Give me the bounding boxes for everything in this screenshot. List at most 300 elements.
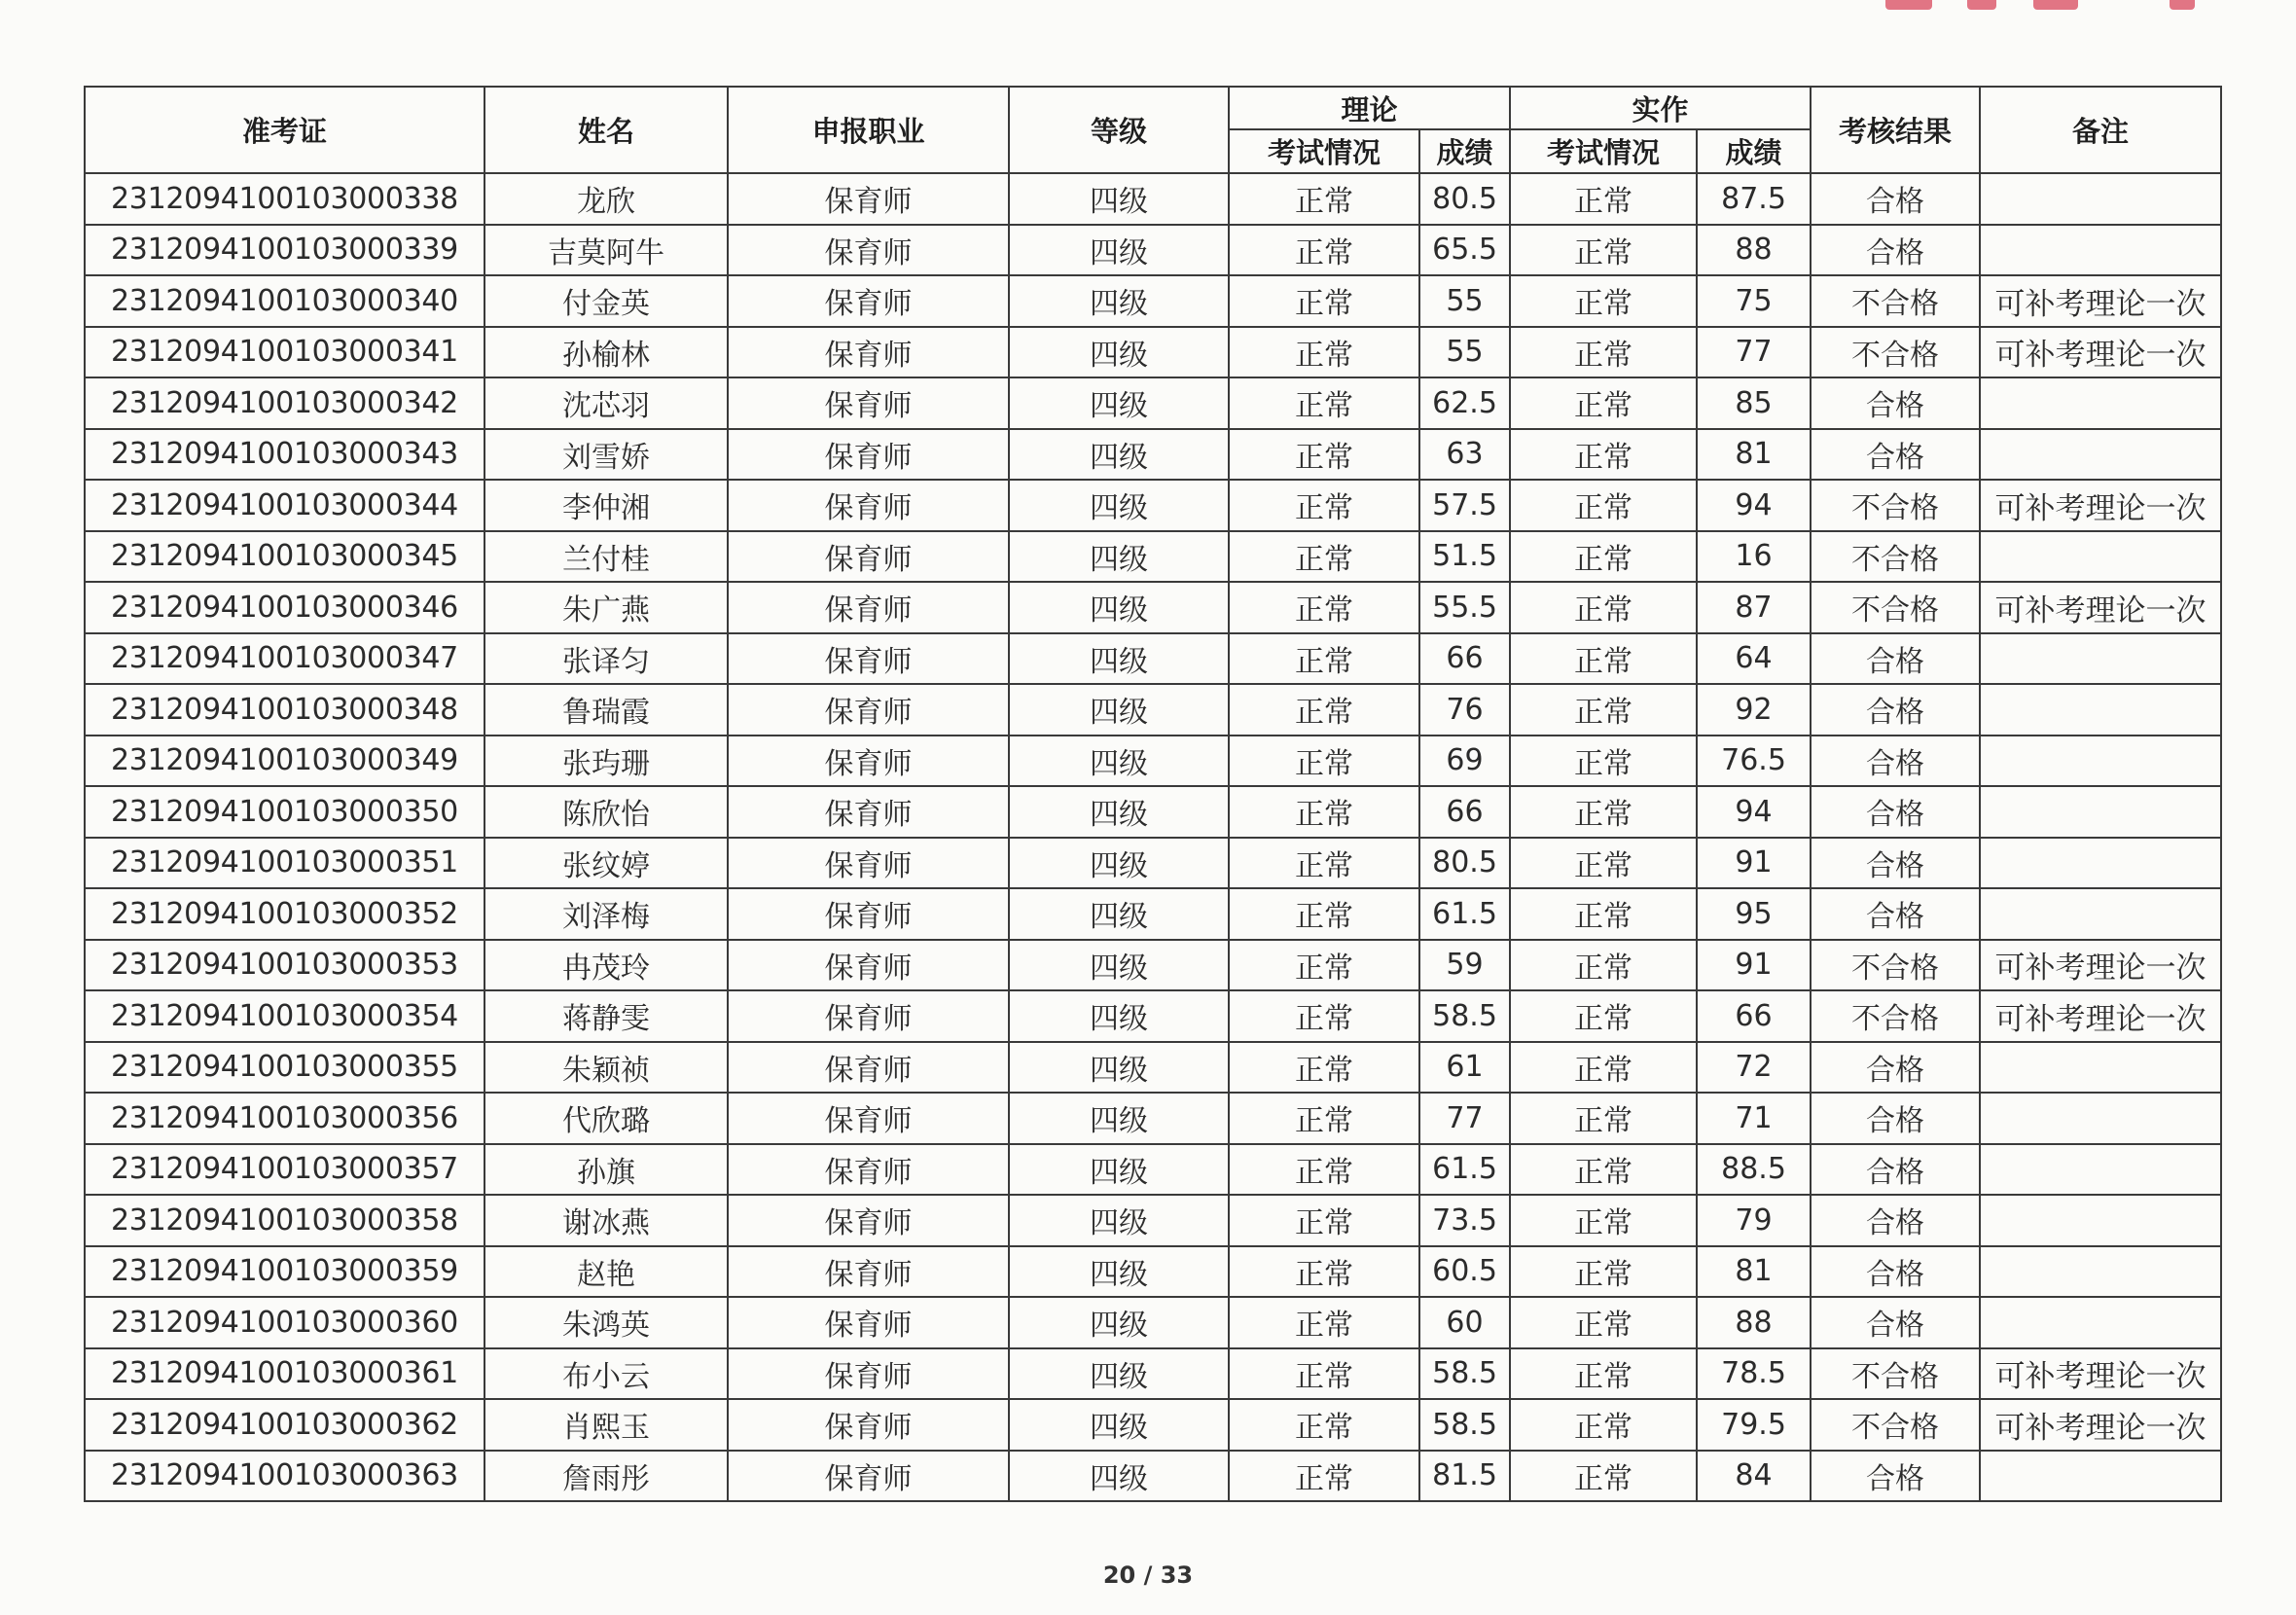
occupation-cell: 保育师 — [728, 684, 1009, 736]
level-cell: 四级 — [1009, 736, 1229, 787]
name-cell: 詹雨彤 — [484, 1451, 728, 1502]
theory-status-cell: 正常 — [1229, 1042, 1419, 1094]
theory-score-cell: 66 — [1419, 786, 1510, 838]
name-cell: 代欣璐 — [484, 1093, 728, 1144]
practice-status-cell: 正常 — [1510, 275, 1697, 327]
remarks-cell — [1980, 736, 2221, 787]
name-cell: 陈欣怡 — [484, 786, 728, 838]
table-row — [85, 582, 2221, 633]
practice-score-cell: 64 — [1697, 633, 1811, 685]
practice-score-cell: 88 — [1697, 225, 1811, 276]
theory-score-cell: 60.5 — [1419, 1246, 1510, 1298]
remarks-cell — [1980, 838, 2221, 889]
admission-no-cell: 2312094100103000342 — [85, 377, 484, 429]
exam-results-table — [84, 86, 2222, 1502]
table-row — [85, 838, 2221, 889]
theory-score-cell: 60 — [1419, 1297, 1510, 1348]
practice-score-cell: 81 — [1697, 429, 1811, 481]
header-practice-score: 成绩 — [1697, 129, 1811, 173]
theory-status-cell: 正常 — [1229, 736, 1419, 787]
theory-score-cell: 61.5 — [1419, 1144, 1510, 1196]
remarks-cell — [1980, 429, 2221, 481]
theory-score-cell: 76 — [1419, 684, 1510, 736]
practice-score-cell: 75 — [1697, 275, 1811, 327]
practice-status-cell: 正常 — [1510, 582, 1697, 633]
result-cell: 合格 — [1811, 1297, 1980, 1348]
theory-status-cell: 正常 — [1229, 940, 1419, 991]
theory-score-cell: 63 — [1419, 429, 1510, 481]
admission-no-cell: 2312094100103000362 — [85, 1399, 484, 1451]
theory-score-cell: 73.5 — [1419, 1195, 1510, 1246]
theory-status-cell: 正常 — [1229, 684, 1419, 736]
result-cell: 合格 — [1811, 1042, 1980, 1094]
name-cell: 蒋静雯 — [484, 990, 728, 1042]
name-cell: 付金英 — [484, 275, 728, 327]
level-cell: 四级 — [1009, 225, 1229, 276]
result-cell: 不合格 — [1811, 582, 1980, 633]
admission-no-cell: 2312094100103000361 — [85, 1348, 484, 1400]
practice-score-cell: 88.5 — [1697, 1144, 1811, 1196]
name-cell: 龙欣 — [484, 173, 728, 225]
theory-status-cell: 正常 — [1229, 429, 1419, 481]
admission-no-cell: 2312094100103000360 — [85, 1297, 484, 1348]
admission-no-cell: 2312094100103000357 — [85, 1144, 484, 1196]
practice-status-cell: 正常 — [1510, 888, 1697, 940]
name-cell: 兰付桂 — [484, 531, 728, 583]
practice-status-cell: 正常 — [1510, 480, 1697, 531]
admission-no-cell: 2312094100103000341 — [85, 327, 484, 378]
theory-status-cell: 正常 — [1229, 786, 1419, 838]
table-row — [85, 1348, 2221, 1400]
theory-score-cell: 61.5 — [1419, 888, 1510, 940]
occupation-cell: 保育师 — [728, 1195, 1009, 1246]
level-cell: 四级 — [1009, 1195, 1229, 1246]
practice-score-cell: 71 — [1697, 1093, 1811, 1144]
page-number: 20 / 33 — [1102, 1561, 1194, 1589]
remarks-cell: 可补考理论一次 — [1980, 275, 2221, 327]
admission-no-cell: 2312094100103000350 — [85, 786, 484, 838]
admission-no-cell: 2312094100103000352 — [85, 888, 484, 940]
theory-score-cell: 77 — [1419, 1093, 1510, 1144]
practice-score-cell: 79 — [1697, 1195, 1811, 1246]
theory-score-cell: 80.5 — [1419, 173, 1510, 225]
admission-no-cell: 2312094100103000343 — [85, 429, 484, 481]
header-practice-status: 考试情况 — [1510, 129, 1697, 173]
level-cell: 四级 — [1009, 1093, 1229, 1144]
theory-status-cell: 正常 — [1229, 225, 1419, 276]
result-cell: 不合格 — [1811, 990, 1980, 1042]
practice-score-cell: 94 — [1697, 786, 1811, 838]
practice-score-cell: 84 — [1697, 1451, 1811, 1502]
level-cell: 四级 — [1009, 582, 1229, 633]
remarks-cell — [1980, 531, 2221, 583]
table-row — [85, 1042, 2221, 1094]
name-cell: 朱鸿英 — [484, 1297, 728, 1348]
level-cell: 四级 — [1009, 173, 1229, 225]
table-row — [85, 480, 2221, 531]
name-cell: 朱颖祯 — [484, 1042, 728, 1094]
table-row — [85, 888, 2221, 940]
practice-score-cell: 72 — [1697, 1042, 1811, 1094]
name-cell: 张译匀 — [484, 633, 728, 685]
red-seal-fragment — [1878, 0, 2208, 14]
table-row — [85, 633, 2221, 685]
name-cell: 刘泽梅 — [484, 888, 728, 940]
level-cell: 四级 — [1009, 1297, 1229, 1348]
theory-score-cell: 58.5 — [1419, 990, 1510, 1042]
remarks-cell: 可补考理论一次 — [1980, 990, 2221, 1042]
occupation-cell: 保育师 — [728, 1399, 1009, 1451]
header-result: 考核结果 — [1811, 87, 1980, 173]
table-row — [85, 377, 2221, 429]
remarks-cell: 可补考理论一次 — [1980, 327, 2221, 378]
practice-status-cell: 正常 — [1510, 531, 1697, 583]
admission-no-cell: 2312094100103000363 — [85, 1451, 484, 1502]
occupation-cell: 保育师 — [728, 531, 1009, 583]
occupation-cell: 保育师 — [728, 1144, 1009, 1196]
table-header — [85, 87, 2221, 173]
name-cell: 孙旗 — [484, 1144, 728, 1196]
theory-score-cell: 66 — [1419, 633, 1510, 685]
result-cell: 合格 — [1811, 377, 1980, 429]
header-name: 姓名 — [484, 87, 728, 173]
result-cell: 不合格 — [1811, 1399, 1980, 1451]
admission-no-cell: 2312094100103000358 — [85, 1195, 484, 1246]
admission-no-cell: 2312094100103000356 — [85, 1093, 484, 1144]
name-cell: 刘雪娇 — [484, 429, 728, 481]
table-row — [85, 1451, 2221, 1502]
theory-status-cell: 正常 — [1229, 838, 1419, 889]
header-level: 等级 — [1009, 87, 1229, 173]
remarks-cell — [1980, 1451, 2221, 1502]
occupation-cell: 保育师 — [728, 1451, 1009, 1502]
theory-status-cell: 正常 — [1229, 633, 1419, 685]
level-cell: 四级 — [1009, 888, 1229, 940]
level-cell: 四级 — [1009, 633, 1229, 685]
admission-no-cell: 2312094100103000340 — [85, 275, 484, 327]
admission-no-cell: 2312094100103000345 — [85, 531, 484, 583]
occupation-cell: 保育师 — [728, 327, 1009, 378]
remarks-cell — [1980, 1246, 2221, 1298]
practice-status-cell: 正常 — [1510, 684, 1697, 736]
practice-status-cell: 正常 — [1510, 1451, 1697, 1502]
remarks-cell: 可补考理论一次 — [1980, 1399, 2221, 1451]
name-cell: 肖熙玉 — [484, 1399, 728, 1451]
occupation-cell: 保育师 — [728, 736, 1009, 787]
remarks-cell: 可补考理论一次 — [1980, 940, 2221, 991]
practice-status-cell: 正常 — [1510, 736, 1697, 787]
level-cell: 四级 — [1009, 377, 1229, 429]
practice-status-cell: 正常 — [1510, 990, 1697, 1042]
practice-score-cell: 94 — [1697, 480, 1811, 531]
theory-status-cell: 正常 — [1229, 1399, 1419, 1451]
practice-status-cell: 正常 — [1510, 838, 1697, 889]
occupation-cell: 保育师 — [728, 377, 1009, 429]
practice-status-cell: 正常 — [1510, 1042, 1697, 1094]
table-row — [85, 684, 2221, 736]
theory-status-cell: 正常 — [1229, 480, 1419, 531]
practice-status-cell: 正常 — [1510, 429, 1697, 481]
remarks-cell — [1980, 1297, 2221, 1348]
admission-no-cell: 2312094100103000355 — [85, 1042, 484, 1094]
remarks-cell: 可补考理论一次 — [1980, 480, 2221, 531]
result-cell: 合格 — [1811, 684, 1980, 736]
remarks-cell — [1980, 888, 2221, 940]
admission-no-cell: 2312094100103000347 — [85, 633, 484, 685]
level-cell: 四级 — [1009, 838, 1229, 889]
result-cell: 合格 — [1811, 736, 1980, 787]
level-cell: 四级 — [1009, 275, 1229, 327]
admission-no-cell: 2312094100103000344 — [85, 480, 484, 531]
practice-status-cell: 正常 — [1510, 1195, 1697, 1246]
practice-score-cell: 88 — [1697, 1297, 1811, 1348]
result-cell: 合格 — [1811, 888, 1980, 940]
remarks-cell — [1980, 786, 2221, 838]
practice-score-cell: 76.5 — [1697, 736, 1811, 787]
remarks-cell: 可补考理论一次 — [1980, 582, 2221, 633]
result-cell: 不合格 — [1811, 531, 1980, 583]
occupation-cell: 保育师 — [728, 990, 1009, 1042]
practice-status-cell: 正常 — [1510, 1144, 1697, 1196]
theory-status-cell: 正常 — [1229, 888, 1419, 940]
name-cell: 张玙珊 — [484, 736, 728, 787]
practice-score-cell: 66 — [1697, 990, 1811, 1042]
theory-score-cell: 55.5 — [1419, 582, 1510, 633]
theory-score-cell: 55 — [1419, 327, 1510, 378]
level-cell: 四级 — [1009, 1451, 1229, 1502]
occupation-cell: 保育师 — [728, 1348, 1009, 1400]
admission-no-cell: 2312094100103000359 — [85, 1246, 484, 1298]
occupation-cell: 保育师 — [728, 838, 1009, 889]
practice-score-cell: 79.5 — [1697, 1399, 1811, 1451]
practice-score-cell: 92 — [1697, 684, 1811, 736]
theory-score-cell: 57.5 — [1419, 480, 1510, 531]
table-row — [85, 1399, 2221, 1451]
theory-score-cell: 69 — [1419, 736, 1510, 787]
header-theory-status: 考试情况 — [1229, 129, 1419, 173]
result-cell: 合格 — [1811, 1451, 1980, 1502]
theory-score-cell: 80.5 — [1419, 838, 1510, 889]
practice-status-cell: 正常 — [1510, 1297, 1697, 1348]
table-row — [85, 531, 2221, 583]
practice-score-cell: 91 — [1697, 940, 1811, 991]
occupation-cell: 保育师 — [728, 225, 1009, 276]
theory-score-cell: 81.5 — [1419, 1451, 1510, 1502]
name-cell: 朱广燕 — [484, 582, 728, 633]
name-cell: 张纹婷 — [484, 838, 728, 889]
result-cell: 不合格 — [1811, 275, 1980, 327]
practice-status-cell: 正常 — [1510, 225, 1697, 276]
name-cell: 谢冰燕 — [484, 1195, 728, 1246]
table-row — [85, 1144, 2221, 1196]
table-row — [85, 327, 2221, 378]
level-cell: 四级 — [1009, 1042, 1229, 1094]
occupation-cell: 保育师 — [728, 1297, 1009, 1348]
remarks-cell — [1980, 1042, 2221, 1094]
level-cell: 四级 — [1009, 1348, 1229, 1400]
theory-score-cell: 58.5 — [1419, 1348, 1510, 1400]
practice-status-cell: 正常 — [1510, 377, 1697, 429]
occupation-cell: 保育师 — [728, 940, 1009, 991]
header-practice: 实作 — [1510, 87, 1811, 129]
level-cell: 四级 — [1009, 429, 1229, 481]
theory-status-cell: 正常 — [1229, 531, 1419, 583]
theory-score-cell: 61 — [1419, 1042, 1510, 1094]
result-cell: 合格 — [1811, 225, 1980, 276]
table-row — [85, 1297, 2221, 1348]
theory-status-cell: 正常 — [1229, 990, 1419, 1042]
theory-score-cell: 51.5 — [1419, 531, 1510, 583]
admission-no-cell: 2312094100103000339 — [85, 225, 484, 276]
remarks-cell — [1980, 1144, 2221, 1196]
table-row — [85, 736, 2221, 787]
table-body — [85, 173, 2221, 1501]
level-cell: 四级 — [1009, 1246, 1229, 1298]
result-cell: 合格 — [1811, 786, 1980, 838]
header-occupation: 申报职业 — [728, 87, 1009, 173]
practice-score-cell: 87 — [1697, 582, 1811, 633]
theory-status-cell: 正常 — [1229, 1093, 1419, 1144]
admission-no-cell: 2312094100103000351 — [85, 838, 484, 889]
occupation-cell: 保育师 — [728, 1093, 1009, 1144]
level-cell: 四级 — [1009, 531, 1229, 583]
result-cell: 合格 — [1811, 173, 1980, 225]
practice-score-cell: 77 — [1697, 327, 1811, 378]
occupation-cell: 保育师 — [728, 429, 1009, 481]
table-row — [85, 940, 2221, 991]
table-row — [85, 1246, 2221, 1298]
occupation-cell: 保育师 — [728, 1246, 1009, 1298]
result-cell: 合格 — [1811, 1093, 1980, 1144]
practice-score-cell: 81 — [1697, 1246, 1811, 1298]
practice-score-cell: 16 — [1697, 531, 1811, 583]
theory-status-cell: 正常 — [1229, 275, 1419, 327]
level-cell: 四级 — [1009, 327, 1229, 378]
table-row — [85, 1195, 2221, 1246]
admission-no-cell: 2312094100103000338 — [85, 173, 484, 225]
result-cell: 不合格 — [1811, 327, 1980, 378]
result-cell: 合格 — [1811, 838, 1980, 889]
admission-no-cell: 2312094100103000346 — [85, 582, 484, 633]
practice-status-cell: 正常 — [1510, 327, 1697, 378]
theory-status-cell: 正常 — [1229, 1451, 1419, 1502]
table-row — [85, 786, 2221, 838]
occupation-cell: 保育师 — [728, 582, 1009, 633]
admission-no-cell: 2312094100103000349 — [85, 736, 484, 787]
theory-status-cell: 正常 — [1229, 1297, 1419, 1348]
remarks-cell — [1980, 684, 2221, 736]
theory-status-cell: 正常 — [1229, 1195, 1419, 1246]
table-row — [85, 225, 2221, 276]
occupation-cell: 保育师 — [728, 173, 1009, 225]
remarks-cell — [1980, 225, 2221, 276]
name-cell: 李仲湘 — [484, 480, 728, 531]
level-cell: 四级 — [1009, 990, 1229, 1042]
result-cell: 不合格 — [1811, 940, 1980, 991]
name-cell: 布小云 — [484, 1348, 728, 1400]
name-cell: 沈芯羽 — [484, 377, 728, 429]
practice-score-cell: 95 — [1697, 888, 1811, 940]
result-cell: 不合格 — [1811, 1348, 1980, 1400]
name-cell: 鲁瑞霞 — [484, 684, 728, 736]
theory-score-cell: 58.5 — [1419, 1399, 1510, 1451]
remarks-cell — [1980, 1195, 2221, 1246]
remarks-cell — [1980, 377, 2221, 429]
name-cell: 孙榆林 — [484, 327, 728, 378]
level-cell: 四级 — [1009, 480, 1229, 531]
practice-status-cell: 正常 — [1510, 1246, 1697, 1298]
practice-status-cell: 正常 — [1510, 173, 1697, 225]
occupation-cell: 保育师 — [728, 888, 1009, 940]
table-row — [85, 1093, 2221, 1144]
remarks-cell — [1980, 1093, 2221, 1144]
admission-no-cell: 2312094100103000354 — [85, 990, 484, 1042]
remarks-cell: 可补考理论一次 — [1980, 1348, 2221, 1400]
table-row — [85, 173, 2221, 225]
theory-status-cell: 正常 — [1229, 1348, 1419, 1400]
practice-status-cell: 正常 — [1510, 1348, 1697, 1400]
practice-score-cell: 91 — [1697, 838, 1811, 889]
occupation-cell: 保育师 — [728, 480, 1009, 531]
level-cell: 四级 — [1009, 786, 1229, 838]
occupation-cell: 保育师 — [728, 633, 1009, 685]
practice-score-cell: 85 — [1697, 377, 1811, 429]
theory-score-cell: 62.5 — [1419, 377, 1510, 429]
name-cell: 赵艳 — [484, 1246, 728, 1298]
table-row — [85, 990, 2221, 1042]
level-cell: 四级 — [1009, 1399, 1229, 1451]
practice-score-cell: 87.5 — [1697, 173, 1811, 225]
theory-status-cell: 正常 — [1229, 377, 1419, 429]
theory-score-cell: 65.5 — [1419, 225, 1510, 276]
header-theory: 理论 — [1229, 87, 1510, 129]
header-admission-no: 准考证 — [85, 87, 484, 173]
level-cell: 四级 — [1009, 1144, 1229, 1196]
table-row — [85, 429, 2221, 481]
theory-status-cell: 正常 — [1229, 173, 1419, 225]
level-cell: 四级 — [1009, 940, 1229, 991]
result-cell: 合格 — [1811, 1144, 1980, 1196]
practice-status-cell: 正常 — [1510, 633, 1697, 685]
name-cell: 吉莫阿牛 — [484, 225, 728, 276]
header-theory-score: 成绩 — [1419, 129, 1510, 173]
result-cell: 合格 — [1811, 633, 1980, 685]
name-cell: 冉茂玲 — [484, 940, 728, 991]
theory-status-cell: 正常 — [1229, 1144, 1419, 1196]
admission-no-cell: 2312094100103000353 — [85, 940, 484, 991]
occupation-cell: 保育师 — [728, 1042, 1009, 1094]
theory-score-cell: 55 — [1419, 275, 1510, 327]
occupation-cell: 保育师 — [728, 786, 1009, 838]
practice-score-cell: 78.5 — [1697, 1348, 1811, 1400]
result-cell: 合格 — [1811, 1195, 1980, 1246]
practice-status-cell: 正常 — [1510, 786, 1697, 838]
header-remarks: 备注 — [1980, 87, 2221, 173]
occupation-cell: 保育师 — [728, 275, 1009, 327]
theory-status-cell: 正常 — [1229, 1246, 1419, 1298]
theory-status-cell: 正常 — [1229, 582, 1419, 633]
practice-status-cell: 正常 — [1510, 1093, 1697, 1144]
remarks-cell — [1980, 633, 2221, 685]
result-cell: 不合格 — [1811, 480, 1980, 531]
level-cell: 四级 — [1009, 684, 1229, 736]
admission-no-cell: 2312094100103000348 — [85, 684, 484, 736]
remarks-cell — [1980, 173, 2221, 225]
theory-score-cell: 59 — [1419, 940, 1510, 991]
result-cell: 合格 — [1811, 429, 1980, 481]
practice-status-cell: 正常 — [1510, 1399, 1697, 1451]
result-cell: 合格 — [1811, 1246, 1980, 1298]
